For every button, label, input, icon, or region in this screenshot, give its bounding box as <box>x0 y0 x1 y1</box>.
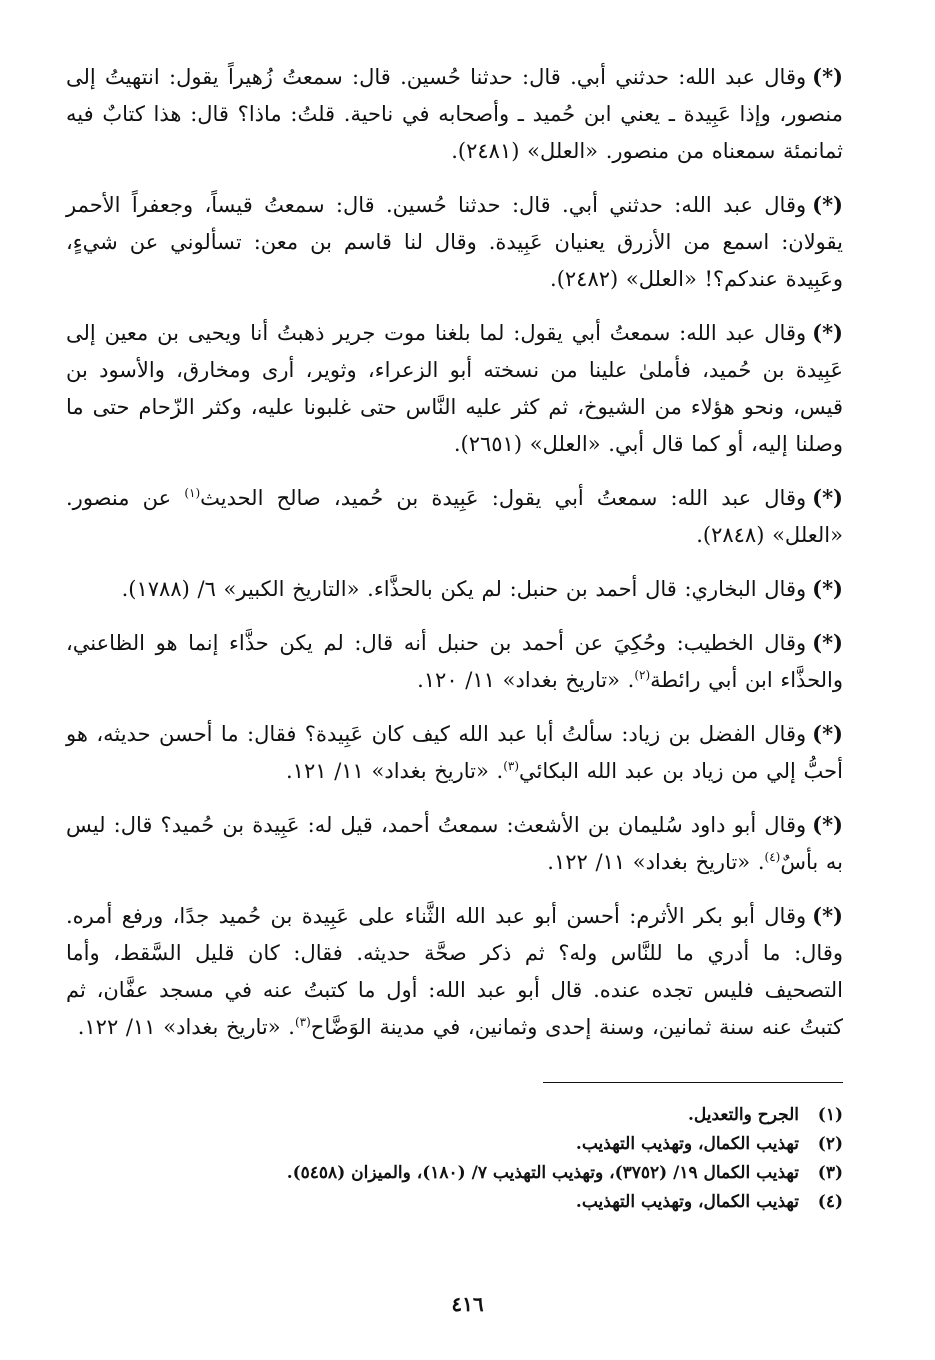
entry-marker: (*) <box>812 485 843 510</box>
paragraph <box>66 186 843 298</box>
paragraph-text-cont: . «تاريخ بغداد» ١١/ ١٢٢. <box>77 1015 295 1039</box>
paragraph-text: وقال أبو داود سُليمان بن الأشعث: سمعتُ أحمد، قيل له: عَبِيدة بن حُميد؟ قال: ليس به بأسٌ <box>66 813 843 874</box>
entry-marker: (*) <box>812 903 843 928</box>
footnote-text: تهذيب الكمال ١٩/ (٣٧٥٢)، وتهذيب التهذيب ٧/ (١٨٠)، والميزان (٥٤٥٨). <box>286 1163 799 1183</box>
footnote-number: (١) <box>817 1105 843 1125</box>
footnotes <box>66 1101 843 1217</box>
paragraph <box>66 624 843 699</box>
paragraph <box>66 715 843 790</box>
paragraph-text: وقال الخطيب: وحُكِيَ عن أحمد بن حنبل أنه قال: لم يكن حذَّاء إنما هو الظاعني، والحذَّاء ابن أبي رائطة <box>66 631 843 692</box>
paragraph-text: وقال أبو بكر الأثرم: أحسن أبو عبد الله الثَّناء على عَبِيدة بن حُميد جدًا، ورفع أمره. وقال: ما أدري ما للنَّاس وله؟ ثم ذكر صحَّة حديثه. فقال: كان قليل السَّقط، وأما التصحيف فليس تجده عنده. قال أبو عبد الله: أول ما كتبتُ عنه في مسجد عفَّان، ثم كتبتُ عنه سنة ثمانين، وسنة إحدى وثمانين، في مدينة الوَضَّاح <box>66 904 843 1039</box>
paragraph-text: وقال البخاري: قال أحمد بن حنبل: لم يكن بالحذَّاء. «التاريخ الكبير» ٦/ (١٧٨٨). <box>121 577 807 601</box>
entry-marker: (*) <box>812 630 843 655</box>
paragraph-text: وقال عبد الله: سمعتُ أبي يقول: لما بلغنا موت جرير ذهبتُ أنا ويحيى بن معين إلى عَبِيدة بن حُميد، فأملىٰ علينا من نسخته أبو الزعراء، وثوير، أرى ومخارق، والأسود بن قيس، ونحو هؤلاء من الشيوخ، ثم كثر عليه النَّاس حتى غلبونا عليه، وكثر الزّحام حتى ما وصلنا إليه، أو كما قال أبي. «العلل» (٢٦٥١). <box>66 321 843 456</box>
footnote <box>66 1188 843 1217</box>
paragraph-text-cont: . «تاريخ بغداد» ١١/ ١٢٠. <box>417 668 635 692</box>
footnote-number: (٤) <box>817 1192 843 1212</box>
paragraph-text: وقال الفضل بن زياد: سألتُ أبا عبد الله كيف كان عَبِيدة؟ فقال: ما أحسن حديثه، هو أحبُّ إلي من زياد بن عبد الله البكائي <box>66 722 843 783</box>
entry-marker: (*) <box>812 320 843 345</box>
paragraph-text: وقال عبد الله: حدثني أبي. قال: حدثنا حُسين. قال: سمعتُ قيساً، وجعفراً الأحمر يقولان: اسمع من الأزرق يعنيان عَبِيدة. وقال لنا قاسم بن معن: تسألوني عن شيءٍ، وعَبِيدة عندكم؟! «العلل» (٢٤٨٢). <box>66 193 843 291</box>
footnote-divider <box>543 1082 843 1083</box>
footnote-ref[interactable]: (٣) <box>294 1015 311 1029</box>
footnote-ref[interactable]: (١) <box>184 486 201 500</box>
footnote-text: الجرح والتعديل. <box>687 1105 799 1125</box>
paragraph-text-cont: عن منصور. «العلل» (٢٨٤٨). <box>66 486 843 547</box>
footnote-ref[interactable]: (٣) <box>503 759 520 773</box>
paragraph-text-cont: . «تاريخ بغداد» ١١/ ١٢١. <box>285 759 504 783</box>
footnote-text: تهذيب الكمال، وتهذيب التهذيب. <box>575 1192 799 1212</box>
footnote <box>66 1101 843 1130</box>
footnote-text: تهذيب الكمال، وتهذيب التهذيب. <box>575 1134 799 1154</box>
entry-marker: (*) <box>812 64 843 89</box>
main-text <box>66 58 843 1046</box>
footnote-number: (٣) <box>817 1163 843 1183</box>
paragraph-text: وقال عبد الله: حدثني أبي. قال: حدثنا حُسين. قال: سمعتُ زُهيراً يقول: انتهيتُ إلى منصور، وإذا عَبِيدة ـ يعني ابن حُميد ـ وأصحابه في ناحية. قلتُ: ماذا؟ قال: هذا كتابٌ فيه ثمانمئة سمعناه من منصور. «العلل» (٢٤٨١). <box>66 65 843 163</box>
entry-marker: (*) <box>812 576 843 601</box>
entry-marker: (*) <box>812 812 843 837</box>
paragraph <box>66 897 843 1046</box>
paragraph <box>66 314 843 463</box>
paragraph <box>66 479 843 554</box>
paragraph <box>66 570 843 608</box>
page-number: ٤١٦ <box>451 1292 484 1316</box>
footnote <box>66 1159 843 1188</box>
paragraph-text: وقال عبد الله: سمعتُ أبي يقول: عَبِيدة بن حُميد، صالح الحديث <box>200 486 807 510</box>
paragraph <box>66 806 843 881</box>
footnote-ref[interactable]: (٤) <box>764 850 781 864</box>
footnote-ref[interactable]: (٢) <box>634 668 651 682</box>
entry-marker: (*) <box>812 721 843 746</box>
footnote <box>66 1130 843 1159</box>
paragraph <box>66 58 843 170</box>
entry-marker: (*) <box>812 192 843 217</box>
paragraph-text-cont: . «تاريخ بغداد» ١١/ ١٢٢. <box>547 850 765 874</box>
footnote-number: (٢) <box>817 1134 843 1154</box>
